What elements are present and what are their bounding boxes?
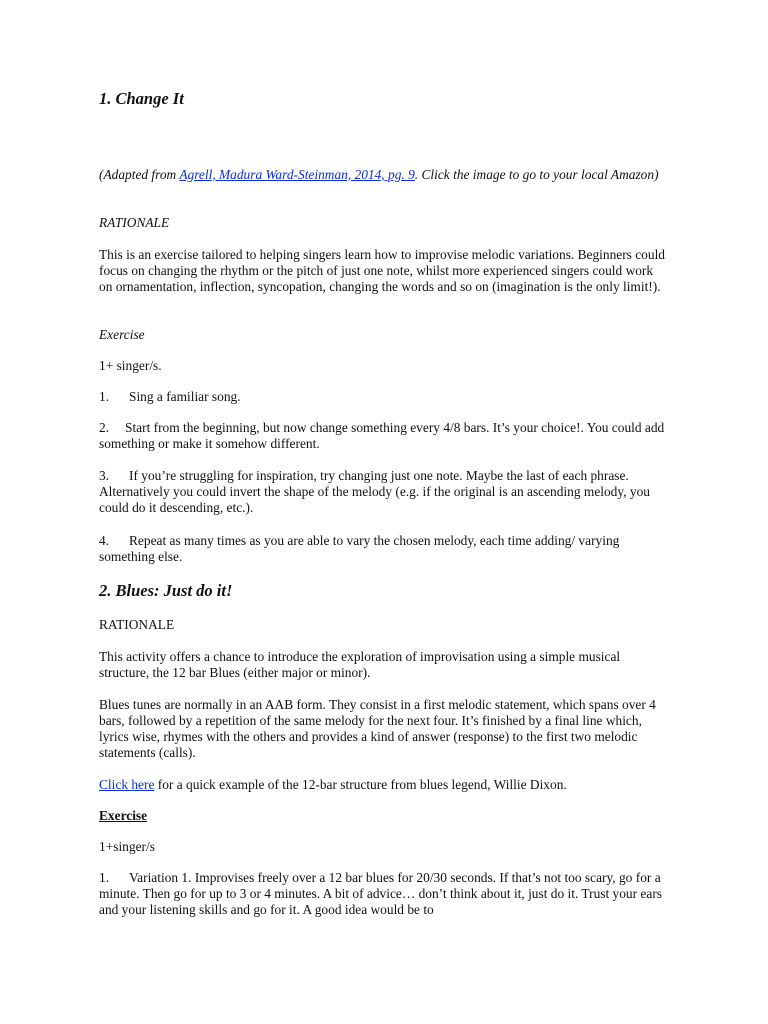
step-text: Sing a familiar song.: [129, 389, 241, 404]
section-2-intro-text: This activity offers a chance to introduce the exploration of improvisation using a simple musical structure, the 12 bar Blues (either major or minor).: [99, 649, 621, 680]
section-2-step-1: [99, 870, 665, 918]
step-text: If you’re struggling for inspiration, try changing just one note. Maybe the last of each phrase. Alternatively you could invert the shape of the melody (e.g. if the original is an ascending melody, you could do it descending, etc.).: [99, 468, 650, 515]
credit-line: [99, 167, 665, 183]
step-number: 1.: [99, 870, 110, 885]
document-page: [99, 0, 669, 1024]
section-1-participants: 1+ singer/s.: [99, 358, 162, 373]
section-1-step-2: [99, 420, 665, 452]
step-number: 2.: [99, 420, 110, 435]
step-number: 3.: [99, 468, 110, 483]
section-2-title: 2. Blues: Just do it!: [99, 581, 233, 600]
section-2-exercise-heading: Exercise: [99, 808, 148, 823]
step-text: Start from the beginning, but now change something every 4/8 bars. It’s your choice!. You could add something or make it somehow different.: [99, 420, 665, 451]
step-text: Repeat as many times as you are able to vary the chosen melody, each time adding/ varying something else.: [99, 533, 620, 564]
section-1-rationale-heading: RATIONALE: [99, 215, 170, 230]
section-1-step-1: [99, 389, 665, 405]
click-here-link[interactable]: Click here: [99, 777, 155, 792]
step-text: Variation 1. Improvises freely over a 12 bar blues for 20/30 seconds. If that’s not too scary, go for a minute. Then go for up to 3 or 4 minutes. A bit of advice… don’t think about it, just do it. Trust your ears and your listening skills and go for it. A good idea would be to: [99, 870, 662, 917]
section-1-step-3: [99, 468, 665, 516]
step-number: 4.: [99, 533, 110, 548]
section-2-participants: 1+singer/s: [99, 839, 155, 854]
section-1-exercise-heading: Exercise: [99, 327, 145, 342]
section-2-click-line: [99, 777, 665, 793]
section-1-title: 1. Change It: [99, 89, 184, 108]
step-number: 1.: [99, 389, 110, 404]
section-2-rationale-heading: RATIONALE: [99, 617, 175, 632]
section-2-form-text: Blues tunes are normally in an AAB form. They consist in a first melodic statement, which spans over 4 bars, followed by a repetition of the same melody for the next four. It’s finished by a final line which, lyrics wise, rhymes with the others and provides a kind of answer (response) to the first two melodic statements (calls).: [99, 697, 656, 760]
credit-suffix: . Click the image to go to your local Amazon): [414, 167, 659, 182]
section-1-step-4: [99, 533, 665, 565]
click-line-text: for a quick example of the 12-bar structure from blues legend, Willie Dixon.: [154, 777, 567, 792]
credit-prefix: (Adapted from: [99, 167, 180, 182]
section-1-rationale-text: This is an exercise tailored to helping singers learn how to improvise melodic variations. Beginners could focus on changing the rhythm or the pitch of just one note, whilst more experienced singers could work on ornamentation, inflection, syncopation, changing the words and so on (imagination is the only limit!).: [99, 247, 665, 294]
credit-link[interactable]: Agrell, Madura Ward-Steinman, 2014, pg. 9: [179, 167, 415, 182]
